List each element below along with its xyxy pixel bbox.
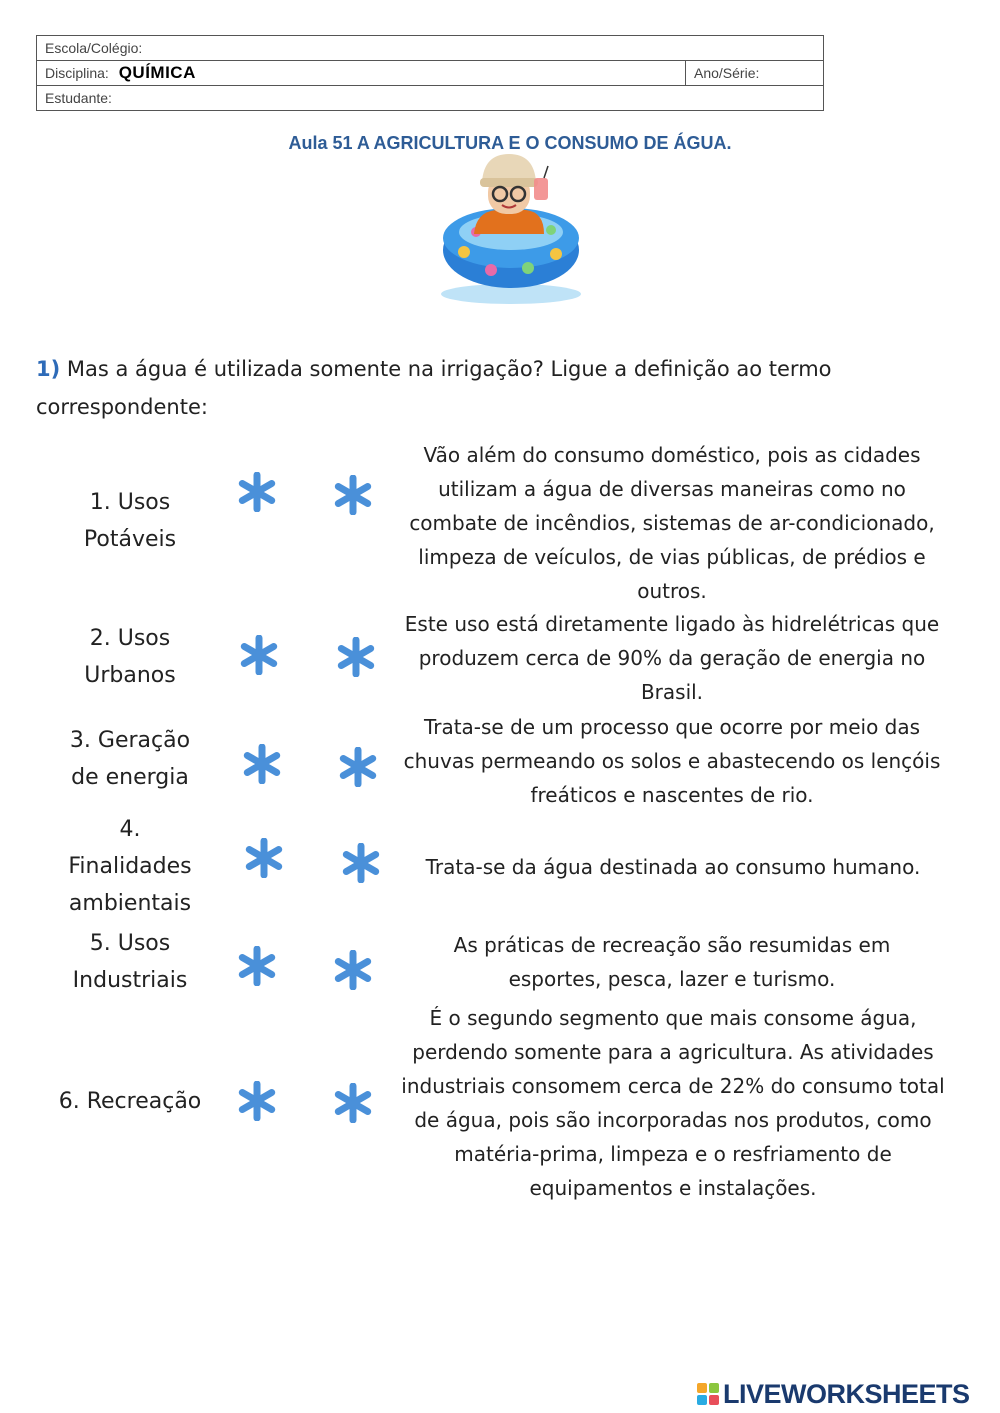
term-geracao-energia bbox=[40, 722, 220, 796]
student-label: Estudante: bbox=[45, 90, 112, 106]
liveworksheets-logo bbox=[697, 1378, 970, 1410]
definition-4: Trata-se da água destinada ao consumo humano. bbox=[425, 855, 921, 879]
asterisk-connector-icon[interactable] bbox=[336, 637, 376, 677]
asterisk-connector-icon[interactable] bbox=[333, 475, 373, 515]
term-usos-urbanos bbox=[40, 620, 220, 694]
avatar-pool-illustration bbox=[436, 152, 586, 307]
term-finalidades-ambientais bbox=[40, 811, 220, 922]
asterisk-connector-icon[interactable] bbox=[242, 744, 282, 784]
definition-6: É o segundo segmento que mais consome água, perdendo somente para a agricultura. As atividades industriais consomem cerca de 22% do consumo total de água, pois são incorporadas nos produtos, como matéria-prima, limpeza e o resfriamento de equipamentos e instalações. bbox=[401, 1006, 945, 1200]
school-cell bbox=[37, 36, 824, 61]
school-label: Escola/Colégio: bbox=[45, 40, 143, 56]
asterisk-connector-icon[interactable] bbox=[237, 472, 277, 512]
definition-3: Trata-se de um processo que ocorre por meio das chuvas permeando os solos e abastecendo os lençóis freáticos e nascentes de rio. bbox=[403, 715, 941, 807]
term-line: ambientais bbox=[68, 891, 192, 916]
question-1 bbox=[36, 350, 936, 426]
asterisk-connector-icon[interactable] bbox=[333, 950, 373, 990]
term-line: de energia bbox=[71, 765, 189, 790]
subject-cell bbox=[37, 61, 686, 86]
definition-5: As práticas de recreação são resumidas em esportes, pesca, lazer e turismo. bbox=[453, 933, 891, 991]
grade-cell bbox=[686, 61, 824, 86]
asterisk-connector-icon[interactable] bbox=[239, 635, 279, 675]
term-recreacao bbox=[40, 1083, 220, 1120]
term-line: 4. bbox=[119, 817, 141, 842]
term-line: Industriais bbox=[72, 968, 188, 993]
term-line: 5. Usos bbox=[89, 931, 171, 956]
asterisk-connector-icon[interactable] bbox=[333, 1083, 373, 1123]
grade-label: Ano/Série: bbox=[694, 65, 760, 81]
term-line: 6. Recreação bbox=[58, 1089, 202, 1114]
definition-1: Vão além do consumo doméstico, pois as cidades utilizam a água de diversas maneiras como no combate de incêndios, sistemas de ar-condicionado, limpeza de veículos, de vias públicas, de prédios e outros. bbox=[409, 443, 935, 603]
logo-grid-icon bbox=[697, 1383, 719, 1405]
term-line: 1. Usos bbox=[89, 490, 171, 515]
term-line: 2. Usos bbox=[89, 626, 171, 651]
asterisk-connector-icon[interactable] bbox=[244, 838, 284, 878]
question-number: 1) bbox=[36, 357, 61, 381]
term-usos-industriais bbox=[40, 925, 220, 999]
question-text: Mas a água é utilizada somente na irrigação? Ligue a definição ao termo correspondente: bbox=[36, 357, 832, 419]
subject-value: QUÍMICA bbox=[118, 63, 196, 82]
term-line: Finalidades bbox=[68, 854, 192, 879]
asterisk-connector-icon[interactable] bbox=[237, 1081, 277, 1121]
logo-text: LIVEWORKSHEETS bbox=[723, 1378, 970, 1409]
student-cell bbox=[37, 86, 824, 111]
term-line: Potáveis bbox=[83, 527, 177, 552]
asterisk-connector-icon[interactable] bbox=[338, 747, 378, 787]
header-table bbox=[36, 35, 824, 111]
lesson-title: Aula 51 A AGRICULTURA E O CONSUMO DE ÁGUA. bbox=[288, 133, 732, 153]
term-line: 3. Geração bbox=[69, 728, 191, 753]
term-usos-potaveis bbox=[40, 484, 220, 558]
subject-label: Disciplina: bbox=[45, 65, 109, 81]
asterisk-connector-icon[interactable] bbox=[341, 843, 381, 883]
asterisk-connector-icon[interactable] bbox=[237, 946, 277, 986]
definition-2: Este uso está diretamente ligado às hidrelétricas que produzem cerca de 90% da geração de energia no Brasil. bbox=[404, 612, 940, 704]
term-line: Urbanos bbox=[84, 663, 176, 688]
